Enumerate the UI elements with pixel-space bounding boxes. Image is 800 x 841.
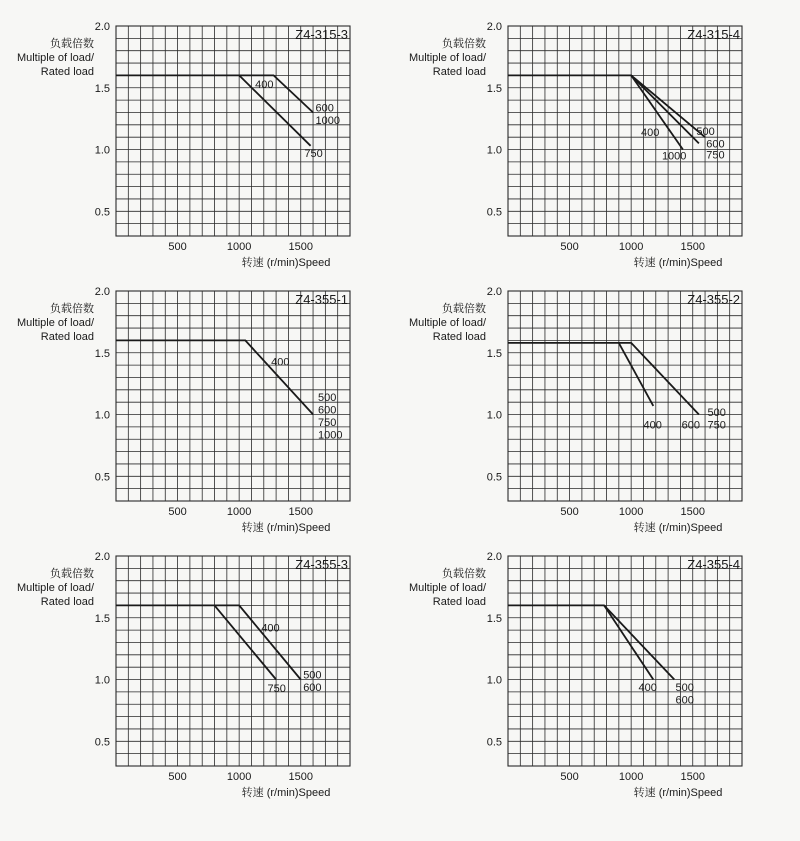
plot-frame: [508, 291, 742, 501]
x-tick-label: 500: [560, 506, 579, 518]
speed-annotation: 400: [641, 127, 660, 140]
speed-annotation: 750: [707, 419, 726, 432]
speed-annotation: 400: [255, 79, 274, 92]
y-tick-label: 0.5: [486, 206, 502, 219]
x-tick-label: 1000: [618, 771, 644, 783]
y-axis-label-en-line1: Multiple of load/: [408, 582, 486, 594]
y-axis-label-cn: 负载倍数: [50, 568, 94, 580]
y-tick-label: 1.5: [94, 82, 110, 95]
y-tick-label: 1.0: [486, 409, 502, 422]
y-axis-label-en-line1: Multiple of load/: [16, 317, 94, 329]
chart-panel-4: [409, 286, 742, 534]
x-axis-label: 转速 (r/min)Speed: [241, 257, 331, 269]
x-tick-label: 500: [560, 771, 579, 783]
chart-panel-3: [17, 286, 350, 534]
x-axis-label: 转速 (r/min)Speed: [633, 522, 723, 534]
y-axis-label-en-line2: Rated load: [432, 331, 486, 343]
x-tick-label: 500: [168, 771, 187, 783]
plot-frame: [116, 291, 350, 501]
y-tick-label: 0.5: [486, 471, 502, 484]
x-tick-label: 1000: [226, 771, 252, 783]
chart-panel-6: [409, 551, 742, 799]
chart-title: Z4-355-2: [687, 292, 740, 307]
speed-annotation: 600: [681, 419, 701, 432]
x-tick-label: 1000: [226, 506, 252, 518]
series-line-2: [239, 75, 310, 145]
x-tick-label: 1000: [226, 241, 252, 253]
y-tick-label: 2.0: [486, 551, 502, 563]
x-tick-label: 1000: [618, 506, 644, 518]
speed-annotation: 750: [304, 148, 323, 161]
y-tick-label: 2.0: [486, 21, 502, 33]
series-line-2: [619, 343, 654, 406]
y-tick-label: 1.5: [94, 612, 110, 625]
y-axis-label-en-line1: Multiple of load/: [408, 52, 486, 64]
y-axis-label-en-line1: Multiple of load/: [16, 52, 94, 64]
speed-annotation: 600: [303, 681, 322, 694]
series-line-1: [508, 343, 699, 415]
speed-annotation: 1000: [317, 429, 343, 442]
plot-frame: [116, 26, 350, 236]
chart-title: Z4-315-3: [295, 27, 348, 42]
y-tick-label: 2.0: [94, 551, 110, 563]
chart-panel-1: [17, 21, 350, 269]
chart-panel-2: [409, 21, 742, 269]
y-axis-label-cn: 负载倍数: [50, 303, 94, 315]
x-tick-label: 1500: [288, 771, 313, 783]
y-tick-label: 0.5: [94, 206, 110, 219]
plot-frame: [508, 556, 742, 766]
grid: [116, 26, 350, 236]
speed-annotation: 1000: [661, 150, 687, 163]
x-axis-label: 转速 (r/min)Speed: [633, 787, 723, 799]
y-axis-label-en-line2: Rated load: [40, 66, 94, 78]
y-tick-label: 1.5: [486, 612, 502, 625]
speed-annotation: 500: [303, 669, 322, 682]
y-axis-label-en-line2: Rated load: [40, 331, 94, 343]
speed-annotation: 750: [706, 149, 725, 162]
y-tick-label: 2.0: [94, 286, 110, 298]
x-tick-label: 500: [168, 506, 187, 518]
speed-annotation: 500: [675, 681, 694, 694]
speed-annotation: 600: [675, 694, 694, 707]
y-axis-label-en-line2: Rated load: [432, 596, 486, 608]
x-tick-label: 1500: [680, 241, 705, 253]
y-axis-label-en-line1: Multiple of load/: [408, 317, 486, 329]
x-axis-label: 转速 (r/min)Speed: [241, 522, 331, 534]
y-axis-label-cn: 负载倍数: [50, 38, 94, 50]
grid: [508, 556, 742, 766]
y-axis-label-cn: 负载倍数: [442, 303, 486, 315]
y-tick-label: 0.5: [486, 736, 502, 749]
plot-frame: [116, 556, 350, 766]
x-tick-label: 1500: [288, 506, 313, 518]
y-tick-label: 1.0: [94, 409, 110, 422]
y-tick-label: 2.0: [94, 21, 110, 33]
x-axis-label: 转速 (r/min)Speed: [241, 787, 331, 799]
x-tick-label: 1000: [618, 241, 644, 253]
y-axis-label-en-line2: Rated load: [40, 596, 94, 608]
speed-annotation: 600: [706, 138, 725, 151]
y-axis-label-cn: 负载倍数: [442, 38, 486, 50]
x-tick-label: 1500: [288, 241, 313, 253]
y-tick-label: 2.0: [486, 286, 502, 298]
y-tick-label: 1.0: [94, 144, 110, 157]
speed-annotation: 400: [643, 419, 662, 432]
x-tick-label: 500: [560, 241, 579, 253]
chart-title: Z4-315-4: [687, 27, 740, 42]
speed-annotation: 400: [261, 622, 280, 635]
speed-annotation: 750: [317, 416, 337, 429]
chart-title: Z4-355-1: [295, 292, 348, 307]
x-tick-label: 1500: [680, 771, 705, 783]
chart-title: Z4-355-4: [687, 557, 740, 572]
grid: [508, 291, 742, 501]
y-tick-label: 1.5: [486, 82, 502, 95]
x-tick-label: 1500: [680, 506, 705, 518]
y-tick-label: 1.0: [94, 674, 110, 687]
y-axis-label-en-line1: Multiple of load/: [16, 582, 94, 594]
speed-annotation: 400: [638, 681, 657, 694]
chart-title: Z4-355-3: [295, 557, 348, 572]
speed-annotation: 1000: [315, 114, 341, 127]
speed-annotation: 750: [267, 683, 286, 696]
grid: [116, 291, 350, 501]
y-axis-label-cn: 负载倍数: [442, 568, 486, 580]
speed-annotation: 400: [271, 356, 290, 369]
y-axis-label-en-line2: Rated load: [432, 66, 486, 78]
speed-annotation: 600: [315, 102, 334, 115]
speed-annotation: 500: [696, 126, 715, 138]
y-tick-label: 0.5: [94, 471, 110, 484]
speed-annotation: 600: [317, 404, 337, 417]
y-tick-label: 0.5: [94, 736, 110, 749]
y-tick-label: 1.5: [486, 347, 502, 360]
y-tick-label: 1.0: [486, 674, 502, 687]
y-tick-label: 1.5: [94, 347, 110, 360]
grid: [116, 556, 350, 766]
x-tick-label: 500: [168, 241, 187, 253]
speed-annotation: 500: [707, 407, 726, 420]
y-tick-label: 1.0: [486, 144, 502, 157]
chart-panel-5: [17, 551, 350, 799]
x-axis-label: 转速 (r/min)Speed: [633, 257, 723, 269]
speed-annotation: 500: [317, 392, 337, 405]
